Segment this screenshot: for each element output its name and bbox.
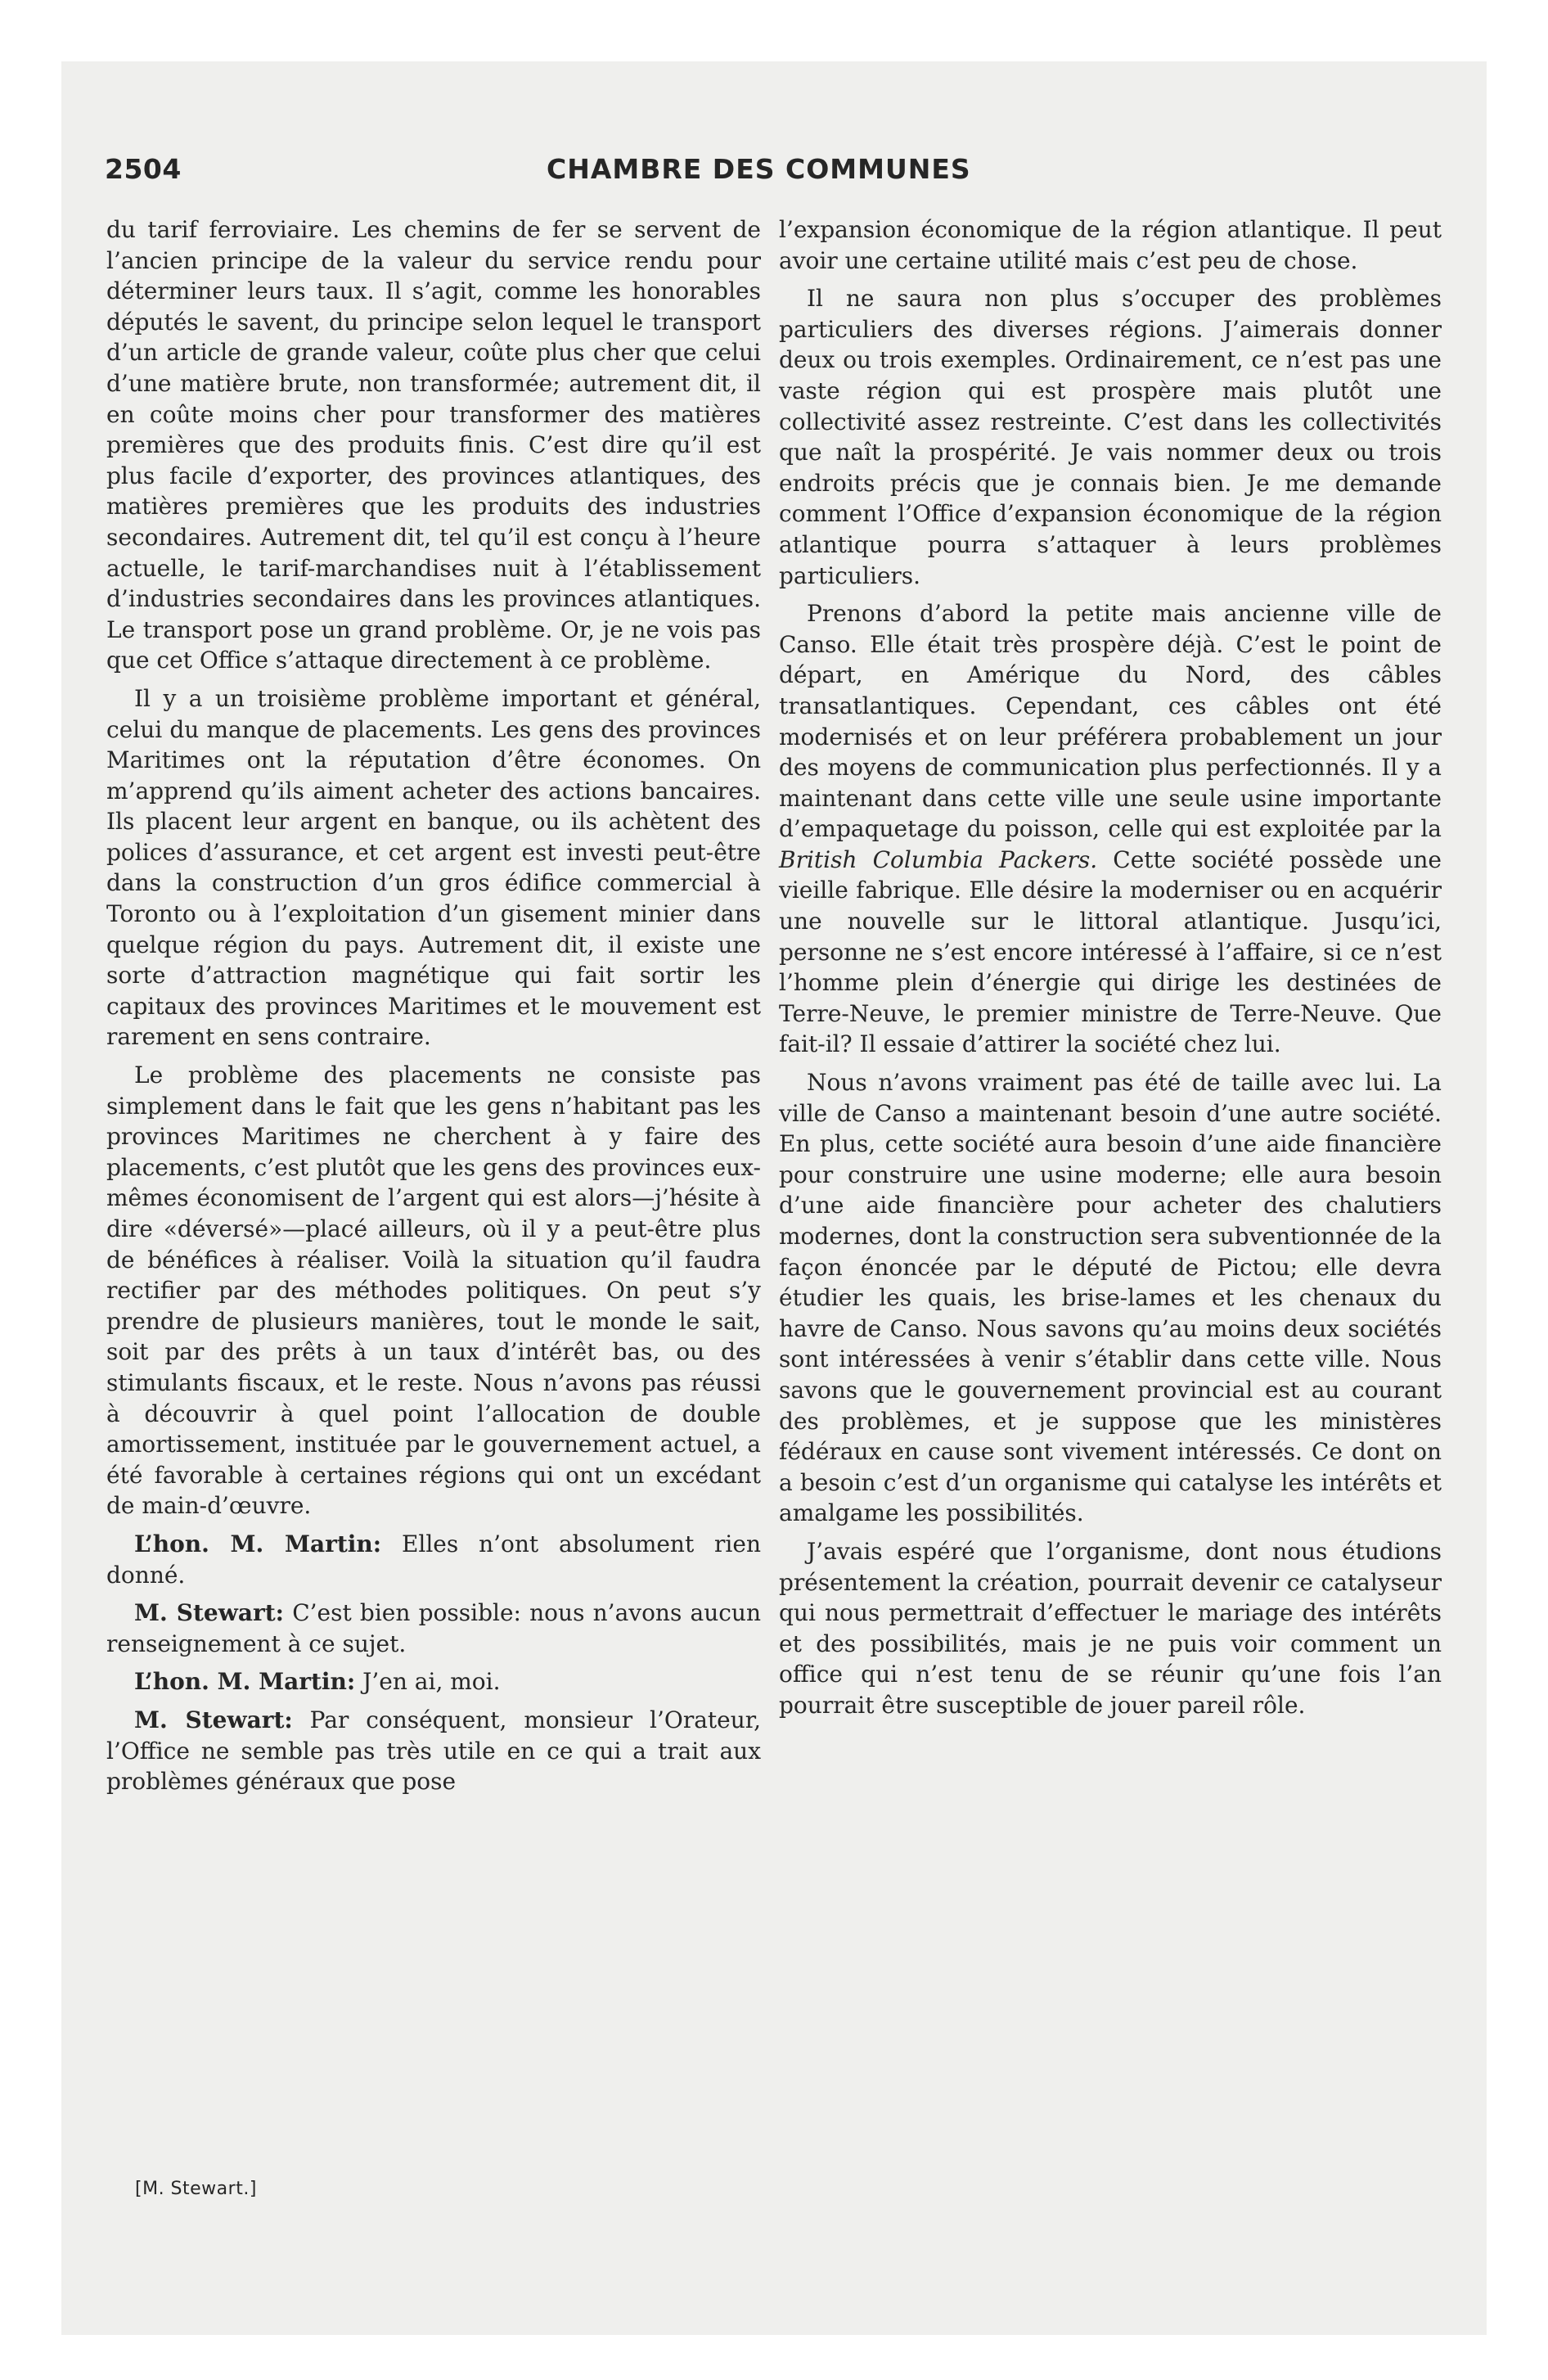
speech-text: Elles n’ont absolument rien donné. bbox=[106, 1530, 761, 1589]
paragraph: Il y a un troisième problème important et général, celui du manque de placements. Les gens des provinces Maritimes ont la réputation d’être économes. On m’apprend qu’ils aiment acheter des actions bancaires. Ils placent leur argent en banque, ou ils achètent des polices d’assurance, et cet argent est investi peut-être dans la construction d’un gros édifice commercial à Toronto ou à l’exploitation d’un gisement minier dans quelque région du pays. Autrement dit, il existe une sorte d’attraction magnétique qui fait sortir les capitaux des provinces Maritimes et le mouvement est rarement en sens contraire. bbox=[106, 684, 761, 1051]
paragraph: l’expansion économique de la région atlantique. Il peut avoir une certaine utilité mais c’est peu de chose. bbox=[779, 216, 1442, 274]
exchange-paragraph bbox=[106, 1705, 761, 1797]
speech-text: J’en ai, moi. bbox=[355, 1668, 501, 1696]
page-header bbox=[105, 153, 1447, 189]
speech-text: C’est bien possible: nous n’avons aucun renseignement à ce sujet. bbox=[106, 1599, 762, 1657]
exchange-paragraph bbox=[106, 1666, 761, 1697]
left-column bbox=[106, 214, 761, 1805]
paragraph: Il ne saura non plus s’occuper des problèmes particuliers des diverses régions. J’aimerais donner deux ou trois exemples. Ordinairement, ce n’est pas une vaste région qui est prospère mais plutôt une collectivité assez restreinte. C’est dans les collectivités que naît la prospérité. Je vais nommer deux ou trois endroits précis que je connais bien. Je me demande comment l’Office d’expansion économique de la région atlantique pourra s’attaquer à leurs problèmes particuliers. bbox=[779, 285, 1442, 589]
company-name: British Columbia Packers. bbox=[779, 845, 1098, 873]
speaker-name: M. Stewart: bbox=[134, 1706, 293, 1733]
paragraph bbox=[779, 598, 1442, 1060]
paragraph: Nous n’avons vraiment pas été de taille avec lui. La ville de Canso a maintenant besoin d’une autre société. En plus, cette société aura besoin d’une aide financière pour construire une usine moderne; elle aura besoin d’une aide financière pour acheter des chalutiers modernes, dont la construction sera subventionnée de la façon énoncée par le député de Pictou; elle devra étudier les quais, les brise-lames et les chenaux du havre de Canso. Nous savons qu’au moins deux sociétés sont intéressées à venir s’établir dans cette ville. Nous savons que le gouvernement provincial est au courant des problèmes, et je suppose que les ministères fédéraux en cause sont vivement intéressés. Ce dont on a besoin c’est d’un organisme qui catalyse les intérêts et amalgame les possibilités. bbox=[779, 1069, 1442, 1527]
speaker-name: L’hon. M. Martin: bbox=[134, 1668, 356, 1696]
paragraph: J’avais espéré que l’organisme, dont nous étudions présentement la création, pourrait devenir ce catalyseur qui nous permettrait d’effectuer le mariage des intérêts et des possibilités, mais je ne puis voir comment un office qui n’est tenu de se réunir qu’une fois l’an pourrait être susceptible de jouer pareil rôle. bbox=[779, 1537, 1442, 1719]
exchange-paragraph bbox=[106, 1529, 761, 1590]
exchange-paragraph bbox=[106, 1598, 761, 1659]
speech-text: Par conséquent, monsieur l’Orateur, l’Office ne semble pas très utile en ce qui a trait aux problèmes généraux que pose bbox=[106, 1706, 761, 1796]
running-head: CHAMBRE DES COMMUNES bbox=[547, 153, 971, 185]
text-run: Cette société possède une vieille fabrique. Elle désire la moderniser ou en acquérir une nouvelle sur le littoral atlantique. Jusqu’ici, personne ne s’est encore intéressé à l’affaire, si ce n’est l’homme plein d’énergie qui dirige les destinées de Terre-Neuve, le premier ministre de Terre-Neuve. Que fait-il? Il essaie d’attirer la société chez lui. bbox=[779, 845, 1442, 1058]
speaker-name: L’hon. M. Martin: bbox=[134, 1530, 382, 1557]
paragraph: du tarif ferroviaire. Les chemins de fer se servent de l’ancien principe de la valeur du service rendu pour déterminer leurs taux. Il s’agit, comme les honorables députés le savent, du principe selon lequel le transport d’un article de grande valeur, coûte plus cher que celui d’une matière brute, non transformée; autrement dit, il en coûte moins cher pour transformer des matières premières que des produits finis. C’est dire qu’il est plus facile d’exporter, des provinces atlantiques, des matières premières que les produits des industries secondaires. Autrement dit, tel qu’il est conçu à l’heure actuelle, le tarif-marchandises nuit à l’établissement d’industries secondaires dans les provinces atlantiques. Le transport pose un grand problème. Or, je ne vois pas que cet Office s’attaque directement à ce problème. bbox=[106, 216, 761, 674]
paragraph: Le problème des placements ne consiste pas simplement dans le fait que les gens n’habitant pas les provinces Maritimes ne cherchent à y faire des placements, c’est plutôt que les gens des provinces eux-mêmes économisent de l’argent qui est alors—j’hésite à dire «déversé»—placé ailleurs, où il y a peut-être plus de bénéfices à réaliser. Voilà la situation qu’il faudra rectifier par des méthodes politiques. On peut s’y prendre de plusieurs manières, tout le monde le sait, soit par des prêts à un taux d’intérêt bas, ou des stimulants fiscaux, et le reste. Nous n’avons pas réussi à découvrir à quel point l’allocation de double amortissement, instituée par le gouvernement actuel, a été favorable à certaines régions qui ont un excédant de main-d’œuvre. bbox=[106, 1062, 761, 1520]
speaker-attribution: [M. Stewart.] bbox=[135, 2179, 257, 2199]
speaker-name: M. Stewart: bbox=[134, 1599, 285, 1627]
right-column bbox=[779, 214, 1442, 1729]
text-run: Prenons d’abord la petite mais ancienne ville de Canso. Elle était très prospère déjà. C’est le point de départ, en Amérique du Nord, des câbles transatlantiques. Cependant, ces câbles ont été modernisés et on leur préférera probablement un jour des moyens de communication plus perfectionnés. Il y a maintenant dans cette ville une seule usine importante d’empaquetage du poisson, celle qui est exploitée par la bbox=[779, 600, 1442, 843]
page-number: 2504 bbox=[105, 153, 182, 185]
